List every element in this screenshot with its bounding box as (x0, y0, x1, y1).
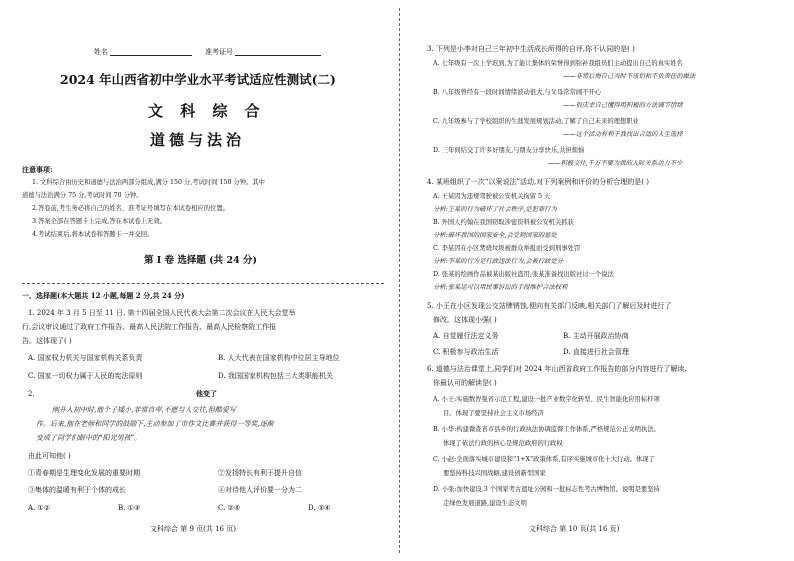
q2-passage-1: 刚升入初中时,他个子矮小,非常自卑,不愿与人交往,但酷爱写 (52, 406, 236, 414)
q3-item-a[interactable]: A. 七年级有一次上学迟到,为了能让集体的荣誉得到弥补我组员们主动提出自己的真实姓名 (433, 60, 683, 67)
right-footer: 文科综合 第 10 页(共 16 页) (529, 525, 620, 533)
subject-title: 文 科 综 合 (148, 102, 266, 120)
part-title: 道德与法治 (150, 131, 246, 149)
left-page (22, 0, 384, 561)
q6-line-1: 6. 道德与法治课堂上,同学们对 2024 年山西省政府工作报告的部分内容进行了解读, (427, 365, 687, 373)
note-1: 1. 文科综合由历史和道德与法治两部分组成,满分 150 分,考试时间 150 分钟。其中 (32, 179, 265, 186)
name-label: 姓名 (94, 47, 108, 56)
section-title: 第 I 卷 选择题 (共 24 分) (144, 255, 257, 266)
q3-item-d[interactable]: D. 三年间结交了许多好朋友,与朋友分享快乐,共担烦恼 (433, 147, 585, 154)
q3-item-b[interactable]: B. 八年级曾经有一段时间情绪波动很大,与父母常常闹不开心 (433, 89, 602, 96)
q2-passage-2: 作。后来,他在老师和同学的鼓励下,主动参加了市作文比赛并获得一等奖,逐渐 (36, 420, 274, 428)
q1-line-3: 告。这体现了( ) (22, 337, 72, 345)
ticket-label: 准考证号 (205, 47, 233, 56)
note-3: 3.答案全部在答题卡上完成,答在本试卷上无效。 (32, 218, 166, 225)
q6-item-b-cont: 体现了依法行政的核心是规范政府的行政权 (443, 440, 563, 447)
q5-option-d[interactable]: D. 直接进行社会管理 (563, 348, 629, 356)
q4-analysis-b: 分析:破坏我国的国家安全,会受到国家的惩处 (433, 232, 557, 239)
q6-item-c-cont: 要坚持科技兴国战略,建设创新型国家 (443, 470, 546, 477)
q2-choice-4: ④对待他人评价要一分为二 (218, 486, 302, 494)
q1-option-a[interactable]: A. 国家权力机关与国家机构关系负责 (28, 354, 143, 362)
q1-option-d[interactable]: D. 我国国家机构包括三大类职能机关 (218, 372, 333, 380)
q1-option-b[interactable]: B. 人大代表在国家机构中位居主导地位 (218, 354, 340, 362)
note-2: 2.答卷前,考生务必将自己的姓名、准考证号填写在本试卷相应的位置。 (32, 205, 229, 212)
q6-line-2: 你最认可的解读是( ) (433, 379, 497, 387)
q4-analysis-c: 分析:李某的行为是行政违法行为,会被行政处分 (433, 258, 564, 265)
q4-stem: 4. 某班组织了一次“以案说法”活动,对下列案例和评价的分析合理的是( ) (427, 178, 649, 186)
q2-option-b[interactable]: B. ①③ (118, 504, 141, 512)
q2-option-d[interactable]: D. ③④ (308, 504, 331, 512)
q6-item-b[interactable]: B. 小华:构建微查省市县乡的行政执法协调监督工作体系,严格规范公正文明执法。 (433, 426, 660, 433)
q6-item-a-cont: 目。体现了要坚持社会主义市场经济 (443, 410, 544, 417)
notes-title: 注意事项: (22, 165, 53, 174)
q2-number: 2. (28, 390, 35, 398)
q1-line-1: 1. 2024 年 3 月 5 日至 11 日, 第十四届全国人民代表大会第二次会议在人民大会堂举 (28, 309, 296, 317)
q3-quote-c: ——这个活动有利于我找出合适的人生选择 (563, 131, 683, 138)
right-page (413, 0, 781, 561)
q1-option-c[interactable]: C. 国家一切权力属于人民的宪法原则 (28, 372, 143, 380)
q5-line-2: 修改。这体现小强( ) (433, 316, 497, 324)
q1-line-2: 行,会议审议通过了政府工作报告、最高人民法院工作报告、最高人民检察院工作报 (22, 323, 277, 331)
section-rule (22, 283, 384, 284)
q2-option-a[interactable]: A. ①② (28, 504, 51, 512)
q2-heading: 他变了 (196, 389, 217, 398)
ticket-field (205, 47, 321, 56)
q2-choice-3: ③集体的温暖有利于个体的成长 (28, 486, 126, 494)
q2-prompt: 由此可知他( ) (28, 452, 71, 460)
q5-line-1: 5. 小王在小区发现公交站牌锈蚀,便向有关部门反映,相关部门了解后及时进行了 (427, 302, 672, 310)
note-1b: 道德与法治满分 75 分,考试时间 70 分钟。 (22, 192, 143, 199)
q3-quote-a: ——非常后悔自己当时不该怕和不负责任的做法 (563, 73, 696, 80)
q2-passage-3: 变成了同学们眼中的“阳光男孩”。 (36, 434, 142, 442)
q6-item-a[interactable]: A. 小王:实施数智强省示范工程,建设一批产业数字化转型、民生智能化应用标杆项 (433, 396, 660, 403)
q3-quote-b: ——很庆幸自己懂得用积极的方法调节情绪 (563, 102, 683, 109)
q5-option-a[interactable]: A. 自觉履行法定义务 (433, 332, 499, 340)
name-field (94, 47, 192, 56)
q3-quote-d: ——积极交往,千万不要为我的人际关系动力不少 (548, 160, 683, 167)
q3-stem: 3. 下列是小李对自己三年初中生活成长所得的自评,你不认同的是( ) (427, 45, 635, 53)
q4-analysis-d: 分析:张某运可以用民事诉讼的手段维护合法权利 (433, 284, 568, 291)
q5-option-b[interactable]: B. 主动开展政治协商 (563, 332, 629, 340)
name-blank (110, 47, 192, 56)
q6-item-c[interactable]: C. 小赵:全面落实城市建设和“1+X”政策体系,有序实施城市化十大行动。体现了 (433, 456, 655, 463)
q4-item-a[interactable]: A. 王某因为违规驾驶被公安机关拘留 5 天 (433, 193, 551, 200)
q2-choice-1: ①青春期是生理变化发展的重要时期 (28, 469, 140, 477)
page-divider (399, 8, 400, 553)
exam-title: 2024 年山西省初中学业水平考试适应性测试(二) (60, 72, 336, 87)
q6-item-d[interactable]: D. 小张:加快建设 3 个国家考古遗址公园和一批标志性考古博物馆。说明是要坚持 (433, 486, 660, 493)
q2-choice-2: ②发扬特长有利于提升自信 (218, 469, 302, 477)
q4-item-d[interactable]: D. 张某的绘画作品被某出版社盗用,张某准备找出版社讨一个说法 (433, 271, 614, 278)
q2-option-c[interactable]: C. ②④ (218, 504, 241, 512)
q4-item-c[interactable]: C. 李某因在小区焚烧垃圾被群众举报而受到刑事处罚 (433, 245, 581, 252)
q4-item-b[interactable]: B. 外国人约翰在我国窃取涉密资料被公安机关抓获 (433, 219, 574, 226)
q4-analysis-a: 分析:王某的行为破坏了社会秩序,是犯罪行为 (433, 206, 557, 213)
left-footer: 文科综合 第 9 页(共 16 页) (150, 525, 236, 533)
q5-option-c[interactable]: C. 积极参与政治生活 (433, 348, 499, 356)
q6-item-d-cont: 走绿色发展道路,建设生态文明 (443, 500, 527, 507)
ticket-blank (235, 47, 321, 56)
instruction: 一、选择题(本大题共 12 小题,每题 2 分,共 24 分) (22, 291, 185, 300)
note-4: 4.考试结束后,将本试卷和答题卡一并交回。 (32, 231, 154, 238)
q3-item-c[interactable]: C. 九年级参与了学校组织的生涯发展规划活动,了解了自己未来的理想职业 (433, 118, 639, 125)
